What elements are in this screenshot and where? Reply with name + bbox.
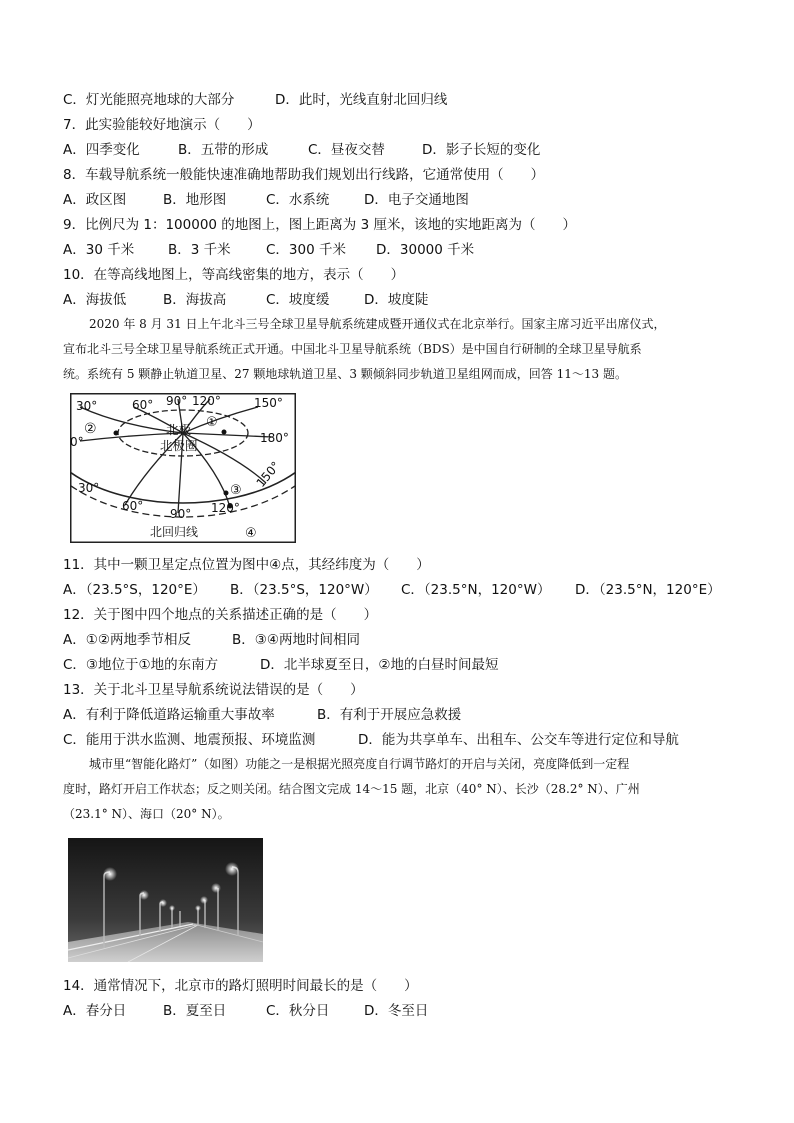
option: C．300 千米 [266, 242, 346, 258]
lon-label: 150° [254, 396, 283, 410]
option: D．影子长短的变化 [422, 142, 541, 158]
option: D．30000 千米 [376, 242, 475, 258]
option: A．有利于降低道路运输重大事故率 [63, 707, 275, 723]
q14-stem: 14．通常情况下，北京市的路灯照明时间最长的是（ ） [63, 978, 418, 994]
option: D．电子交通地图 [364, 192, 469, 208]
point-1-label: ① [206, 415, 218, 430]
point-3-dot [224, 491, 229, 496]
option: C．水系统 [266, 192, 330, 208]
tropic-cancer-label: 北回归线 [150, 525, 199, 539]
option: B．3 千米 [168, 242, 231, 258]
arctic-circle-label: 北极圈 [160, 438, 198, 453]
option: C．灯光能照亮地球的大部分 [63, 92, 235, 108]
street-lights-photo [68, 838, 263, 962]
option: C．坡度缓 [266, 292, 330, 308]
passage-line: 城市里“智能化路灯”（如图）功能之一是根据光照亮度自行调节路灯的开启与关闭，亮度降低到一定程 [89, 757, 630, 771]
q12-stem: 12．关于图中四个地点的关系描述正确的是（ ） [63, 607, 378, 623]
q10-stem: 10．在等高线地图上，等高线密集的地方，表示（ ） [63, 267, 405, 283]
option: A．①②两地季节相反 [63, 632, 191, 648]
lon-label: 60° [122, 499, 144, 513]
lon-label: 180° [260, 431, 289, 445]
option: D．冬至日 [364, 1003, 429, 1019]
q9-stem: 9．比例尺为 1：100000 的地图上，图上距离为 3 厘米，该地的实地距离为（ ） [63, 217, 576, 233]
option: D．北半球夏至日，②地的白昼时间最短 [260, 657, 499, 673]
lon-label: 150° [253, 458, 283, 490]
lon-label: 120° [211, 501, 240, 515]
lon-label: 0° [70, 435, 84, 449]
option: D．坡度陡 [364, 292, 429, 308]
option: D．能为共享单车、出租车、公交车等进行定位和导航 [358, 732, 679, 748]
option: B．地形图 [163, 192, 227, 208]
option: A．海拔低 [63, 292, 127, 308]
option: C．③地位于①地的东南方 [63, 657, 219, 673]
point-2-dot [114, 431, 119, 436]
lon-label: 30° [76, 399, 98, 413]
polar-map-figure [70, 393, 296, 543]
point-3-label: ③ [230, 483, 242, 498]
option: A．（23.5°S，120°E） [63, 582, 206, 598]
option: B．③④两地时间相同 [232, 632, 360, 648]
lon-label: 90° [166, 394, 188, 408]
q11-stem: 11．其中一颗卫星定点位置为图中④点，其经纬度为（ ） [63, 557, 430, 573]
q13-stem: 13．关于北斗卫星导航系统说法错误的是（ ） [63, 682, 364, 698]
option: A．春分日 [63, 1003, 127, 1019]
point-2-label: ② [84, 421, 97, 437]
option: D．此时，光线直射北回归线 [275, 92, 448, 108]
option: C．（23.5°N，120°W） [401, 582, 551, 598]
lon-label: 60° [132, 398, 154, 412]
option: A．四季变化 [63, 142, 140, 158]
option: C．昼夜交替 [308, 142, 385, 158]
q7-stem: 7．此实验能较好地演示（ ） [63, 117, 261, 133]
lon-label: 90° [170, 507, 192, 521]
passage-line: （23.1° N）、海口（20° N）。 [63, 807, 230, 821]
option: B．有利于开展应急救援 [317, 707, 462, 723]
option: B．海拔高 [163, 292, 227, 308]
q8-stem: 8．车载导航系统一般能快速准确地帮助我们规划出行线路，它通常使用（ ） [63, 167, 545, 183]
option: B．（23.5°S，120°W） [230, 582, 378, 598]
option: C．秋分日 [266, 1003, 330, 1019]
option: D．（23.5°N，120°E） [575, 582, 721, 598]
option: A．30 千米 [63, 242, 135, 258]
passage-line: 宣布北斗三号全球卫星导航系统正式开通。中国北斗卫星导航系统（BDS）是中国自行研制的全球卫星导航系 [63, 342, 642, 356]
lon-label: 120° [192, 394, 221, 408]
passage-line: 统。系统有 5 颗静止轨道卫星、27 颗地球轨道卫星、3 颗倾斜同步轨道卫星组网而成，回答 11～13 题。 [63, 367, 627, 381]
point-4-label: ④ [245, 526, 257, 541]
point-1-dot [222, 430, 227, 435]
passage-beidou [63, 312, 731, 387]
option: A．政区图 [63, 192, 127, 208]
passage-line: 2020 年 8 月 31 日上午北斗三号全球卫星导航系统建成暨开通仪式在北京举行。国家主席习近平出席仪式， [89, 317, 666, 331]
option: C．能用于洪水监测、地震预报、环境监测 [63, 732, 316, 748]
option: B．夏至日 [163, 1003, 227, 1019]
option: B．五带的形成 [178, 142, 269, 158]
lon-label: 30° [78, 481, 100, 495]
passage-line: 度时，路灯开启工作状态；反之则关闭。结合图文完成 14～15 题，北京（40° N）、长沙（28.2° N）、广州 [63, 782, 640, 796]
north-pole-label: 北极 [166, 422, 192, 437]
passage-street-lights [63, 752, 731, 827]
